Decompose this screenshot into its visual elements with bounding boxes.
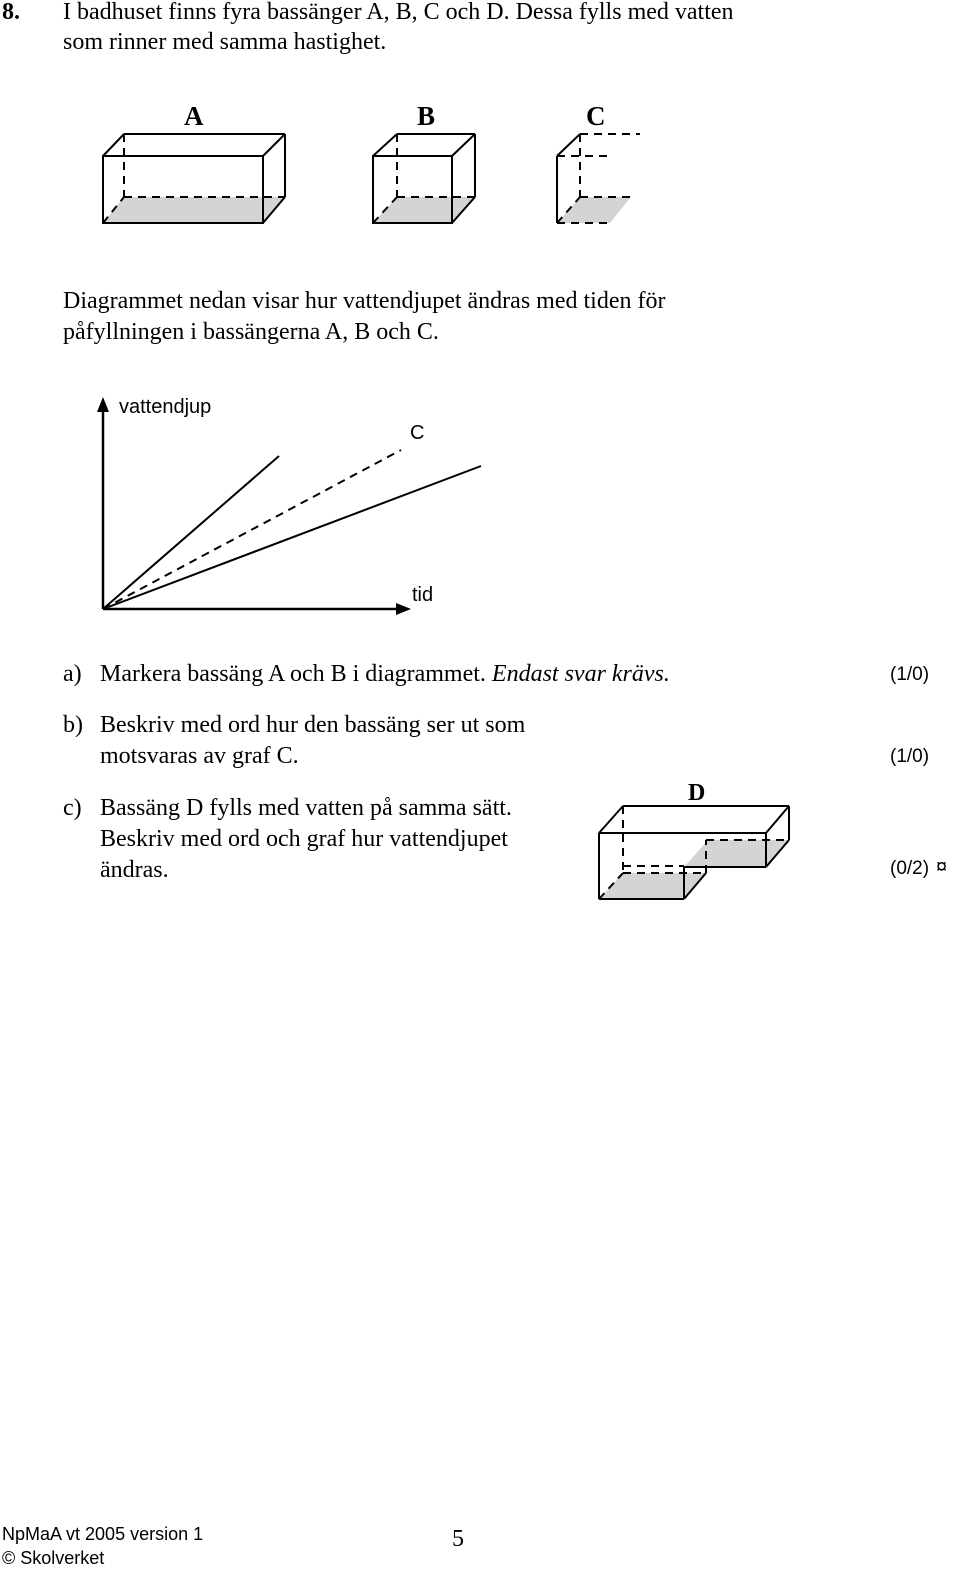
question-a-marker: a) [63,661,82,687]
curve-c-label: C [410,422,425,444]
question-c-line-1: Bassäng D fylls med vatten på samma sätt. [100,795,512,821]
question-b-marker: b) [63,712,83,738]
extended-task-symbol: ¤ [936,856,948,878]
question-a-points: (1/0) [890,664,930,685]
problem-intro-line-2: som rinner med samma hastighet. [63,29,387,55]
pool-c-label: C [586,101,606,131]
pool-b-label: B [417,101,436,131]
question-b-points: (1/0) [890,746,930,767]
y-axis-label: vattendjup [119,396,212,418]
question-c-points: (0/2) [890,858,930,879]
question-a-instruction: Markera bassäng A och B i diagrammet. [100,661,486,687]
x-axis-label: tid [412,584,434,606]
pool-a-label: A [184,101,204,131]
question-b-line-1: Beskriv med ord hur den bassäng ser ut som [100,712,526,738]
footer-copyright: © Skolverket [2,1548,105,1568]
diagram-description-line-2: påfyllningen i bassängerna A, B och C. [63,319,439,345]
footer-exam-version: NpMaA vt 2005 version 1 [2,1524,204,1544]
pool-d-label: D [688,780,706,806]
question-c-line-3: ändras. [100,857,169,883]
problem-number: 8. [2,0,20,25]
diagram-description-line-1: Diagrammet nedan visar hur vattendjupet ändras med tiden för [63,288,666,314]
question-c-marker: c) [63,795,82,821]
question-b-line-2: motsvaras av graf C. [100,743,299,769]
footer-page-number: 5 [452,1526,464,1552]
question-c-line-2: Beskriv med ord och graf hur vattendjupet [100,826,508,852]
question-a-italic-note: Endast svar krävs. [491,661,670,687]
problem-intro-line-1: I badhuset finns fyra bassänger A, B, C och D. Dessa fylls med vatten [63,0,734,25]
